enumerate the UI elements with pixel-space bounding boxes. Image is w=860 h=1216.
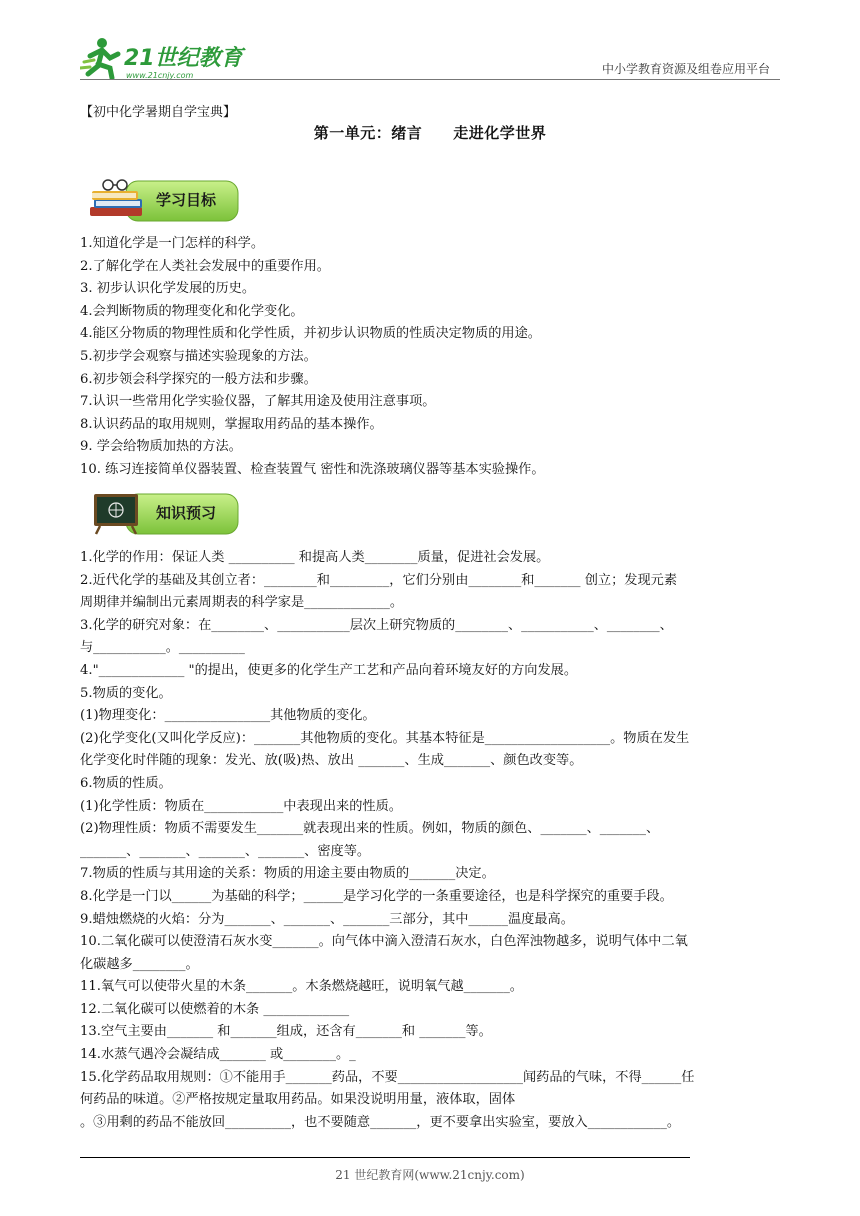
list-item: _______、_______、_______、_______、密度等。 [80, 843, 371, 859]
learning-goals-label: 学习目标 [156, 191, 217, 209]
footer-divider [80, 1157, 690, 1158]
list-item: 3.化学的研究对象：在________、___________层次上研究物质的________、___________、________、 [80, 617, 673, 633]
list-item: 9. 学会给物质加热的方法。 [80, 439, 242, 455]
list-item: 3. 初步认识化学发展的历史。 [80, 281, 256, 297]
list-item: 化碳越多________。 [80, 956, 199, 972]
list-item: 5.物质的变化。 [80, 685, 172, 701]
list-item: 4.能区分物质的物理性质和化学性质，并初步认识物质的性质决定物质的用途。 [80, 326, 541, 342]
list-item: 9.蜡烛燃烧的火焰：分为_______、_______、_______三部分，其中______温度最高。 [80, 911, 574, 927]
list-item: 5.初步学会观察与描述实验现象的方法。 [80, 348, 317, 364]
list-item: 4.会判断物质的物理变化和化学变化。 [80, 303, 304, 319]
list-item: (1)化学性质：物质在____________中表现出来的性质。 [80, 798, 402, 814]
page-header [80, 30, 780, 80]
list-item: 化学变化时伴随的现象：发光、放(吸)热、放出 _______、生成_______、颜色改变等。 [80, 753, 583, 769]
list-item: 12.二氧化碳可以使燃着的木条 _____________ [80, 1001, 350, 1017]
list-item: 何药品的味道。②严格按规定量取用药品。如果没说明用量，液体取，固体 [80, 1092, 516, 1108]
list-item: (1)物理变化：________________其他物质的变化。 [80, 708, 376, 724]
page-title: 第一单元：绪言 走进化学世界 [313, 124, 547, 142]
list-item: 7.物质的性质与其用途的关系：物质的用途主要由物质的_______决定。 [80, 866, 495, 882]
list-item: (2)化学变化(又叫化学反应)：_______其他物质的变化。其基本特征是___________________。物质在发生 [80, 730, 690, 746]
list-item: 。③用剩的药品不能放回__________，也不要随意_______，更不要拿出实验室，要放入____________。 [80, 1114, 681, 1130]
logo-icon [80, 34, 250, 80]
page-footer: 21 世纪教育网(www.21cnjy.com) [335, 1168, 525, 1182]
list-item: 2.了解化学在人类社会发展中的重要作用。 [80, 258, 330, 274]
list-item: 周期律并编制出元素周期表的科学家是_____________。 [80, 595, 404, 611]
list-item: 2.近代化学的基础及其创立者：________和_________，它们分别由________和_______ 创立；发现元素 [80, 572, 678, 588]
list-item: 1.化学的作用：保证人类 __________ 和提高人类________质量，促进社会发展。 [80, 550, 550, 565]
list-item: (2)物理性质：物质不需要发生_______就表现出来的性质。例如，物质的颜色、_______、_______、 [80, 821, 660, 837]
list-item: 4."_____________ "的提出，使更多的化学生产工艺和产品向着环境友好的方向发展。 [80, 662, 578, 678]
list-item: 10.二氧化碳可以使澄清石灰水变_______。向气体中滴入澄清石灰水，白色浑浊物越多，说明气体中二氧 [80, 934, 688, 950]
list-item: 15.化学药品取用规则：①不能用手_______药品，不要___________________闻药品的气味，不得______任 [80, 1069, 695, 1085]
svg-text:www.21cnjy.com: www.21cnjy.com [126, 71, 194, 80]
list-item: 8.认识药品的取用规则，掌握取用药品的基本操作。 [80, 416, 383, 432]
list-item: 13.空气主要由_______ 和_______组成，还含有_______和 _______等。 [80, 1024, 492, 1040]
learning-goals-badge [86, 177, 240, 223]
learning-goals-list [80, 233, 780, 482]
list-item: 14.水蒸气遇冷会凝结成_______ 或________。_ [80, 1047, 356, 1063]
breadcrumb: 【初中化学暑期自学宝典】 [80, 105, 237, 120]
knowledge-preview-list [80, 547, 780, 1134]
list-item: 10. 练习连接简单仪器装置、检查装置气 密性和洗涤玻璃仪器等基本实验操作。 [80, 461, 545, 477]
list-item: 6.初步领会科学探究的一般方法和步骤。 [80, 371, 317, 387]
list-item: 7.认识一些常用化学实验仪器，了解其用途及使用注意事项。 [80, 394, 436, 410]
svg-text:21世纪教育: 21世纪教育 [124, 46, 243, 71]
list-item: 8.化学是一门以______为基础的科学；______是学习化学的一条重要途径，也是科学探究的重要手段。 [80, 888, 673, 904]
list-item: 11.氧气可以使带火星的木条_______。木条燃烧越旺，说明氧气越_______。 [80, 979, 523, 995]
list-item: 1.知道化学是一门怎样的科学。 [80, 236, 265, 251]
knowledge-preview-label: 知识预习 [156, 504, 217, 522]
knowledge-preview-badge [86, 490, 240, 536]
list-item: 6.物质的性质。 [80, 775, 172, 791]
platform-name: 中小学教育资源及组卷应用平台 [601, 62, 770, 76]
list-item: 与___________。__________ [80, 640, 245, 656]
header-divider [80, 79, 780, 80]
